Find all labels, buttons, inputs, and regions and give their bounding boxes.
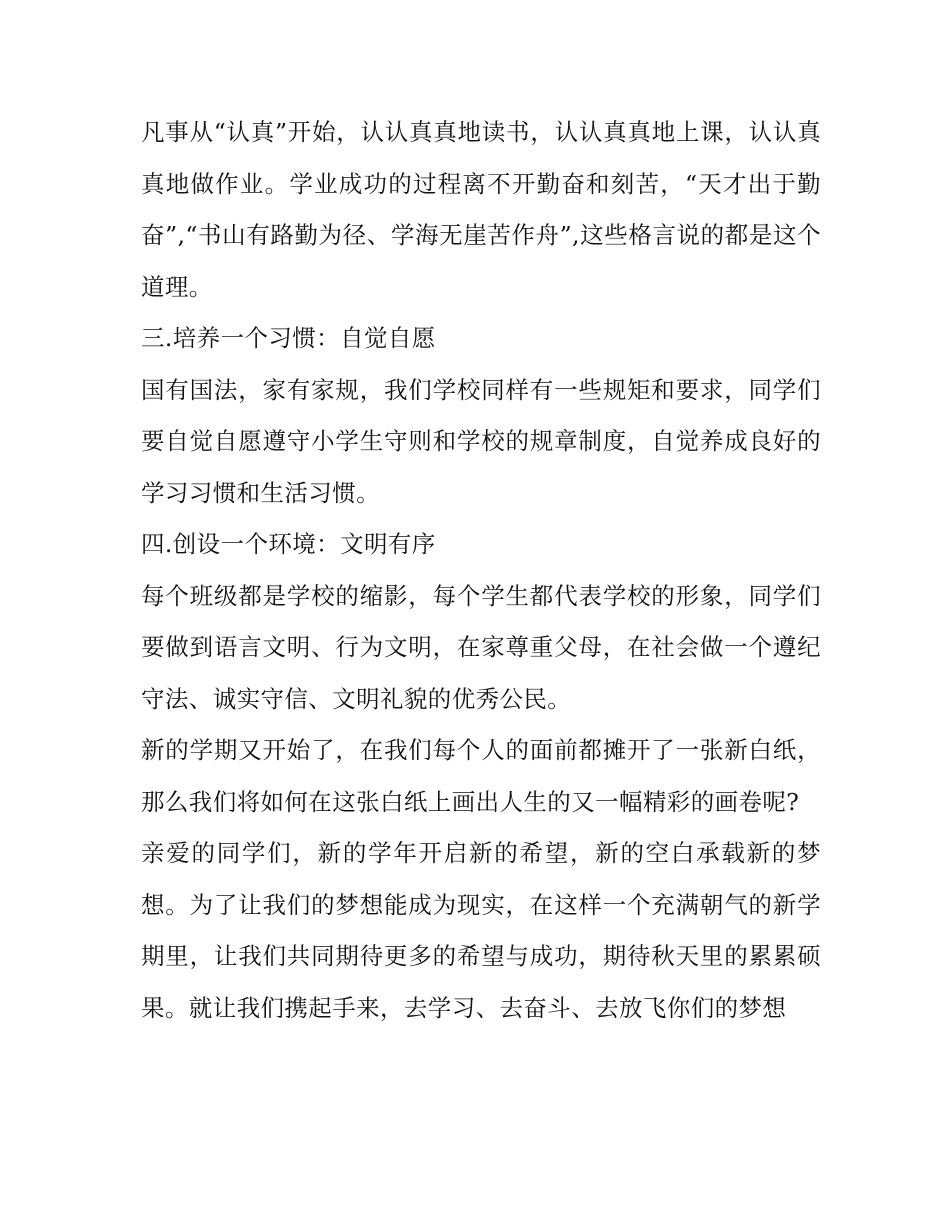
paragraph-civility: 每个班级都是学校的缩影，每个学生都代表学校的形象，同学们要做到语言文明、行为文明，在家尊重父母，在社会做一个遵纪守法、诚实守信、文明礼貌的优秀公民。 (141, 581, 821, 713)
paragraph-rules: 国有国法，家有家规，我们学校同样有一些规矩和要求，同学们要自觉自愿遵守小学生守则和学校的规章制度，自觉养成良好的学习习惯和生活习惯。 (141, 375, 821, 507)
section-heading-environment: 四.创设一个环境：文明有序 (141, 530, 436, 558)
document-body (141, 107, 821, 1034)
paragraph-closing: 亲爱的同学们，新的学年开启新的希望，新的空白承载新的梦想。为了让我们的梦想能成为现实，在这样一个充满朝气的新学期里，让我们共同期待更多的希望与成功，期待秋天里的累累硕果。就让我们携起手来，去学习、去奋斗、去放飞你们的梦想 (141, 839, 821, 1022)
section-heading-habit: 三.培养一个习惯：自觉自愿 (141, 324, 436, 352)
paragraph-diligence: 凡事从“认真”开始，认认真真地读书，认认真真地上课，认认真真地做作业。学业成功的过程离不开勤奋和刻苦，“天才出于勤奋”,“书山有路勤为径、学海无崖苦作舟”,这些格言说的都是这个道理。 (141, 118, 821, 301)
paragraph-new-semester: 新的学期又开始了，在我们每个人的面前都摊开了一张新白纸，那么我们将如何在这张白纸上画出人生的又一幅精彩的画卷呢? (141, 736, 821, 816)
